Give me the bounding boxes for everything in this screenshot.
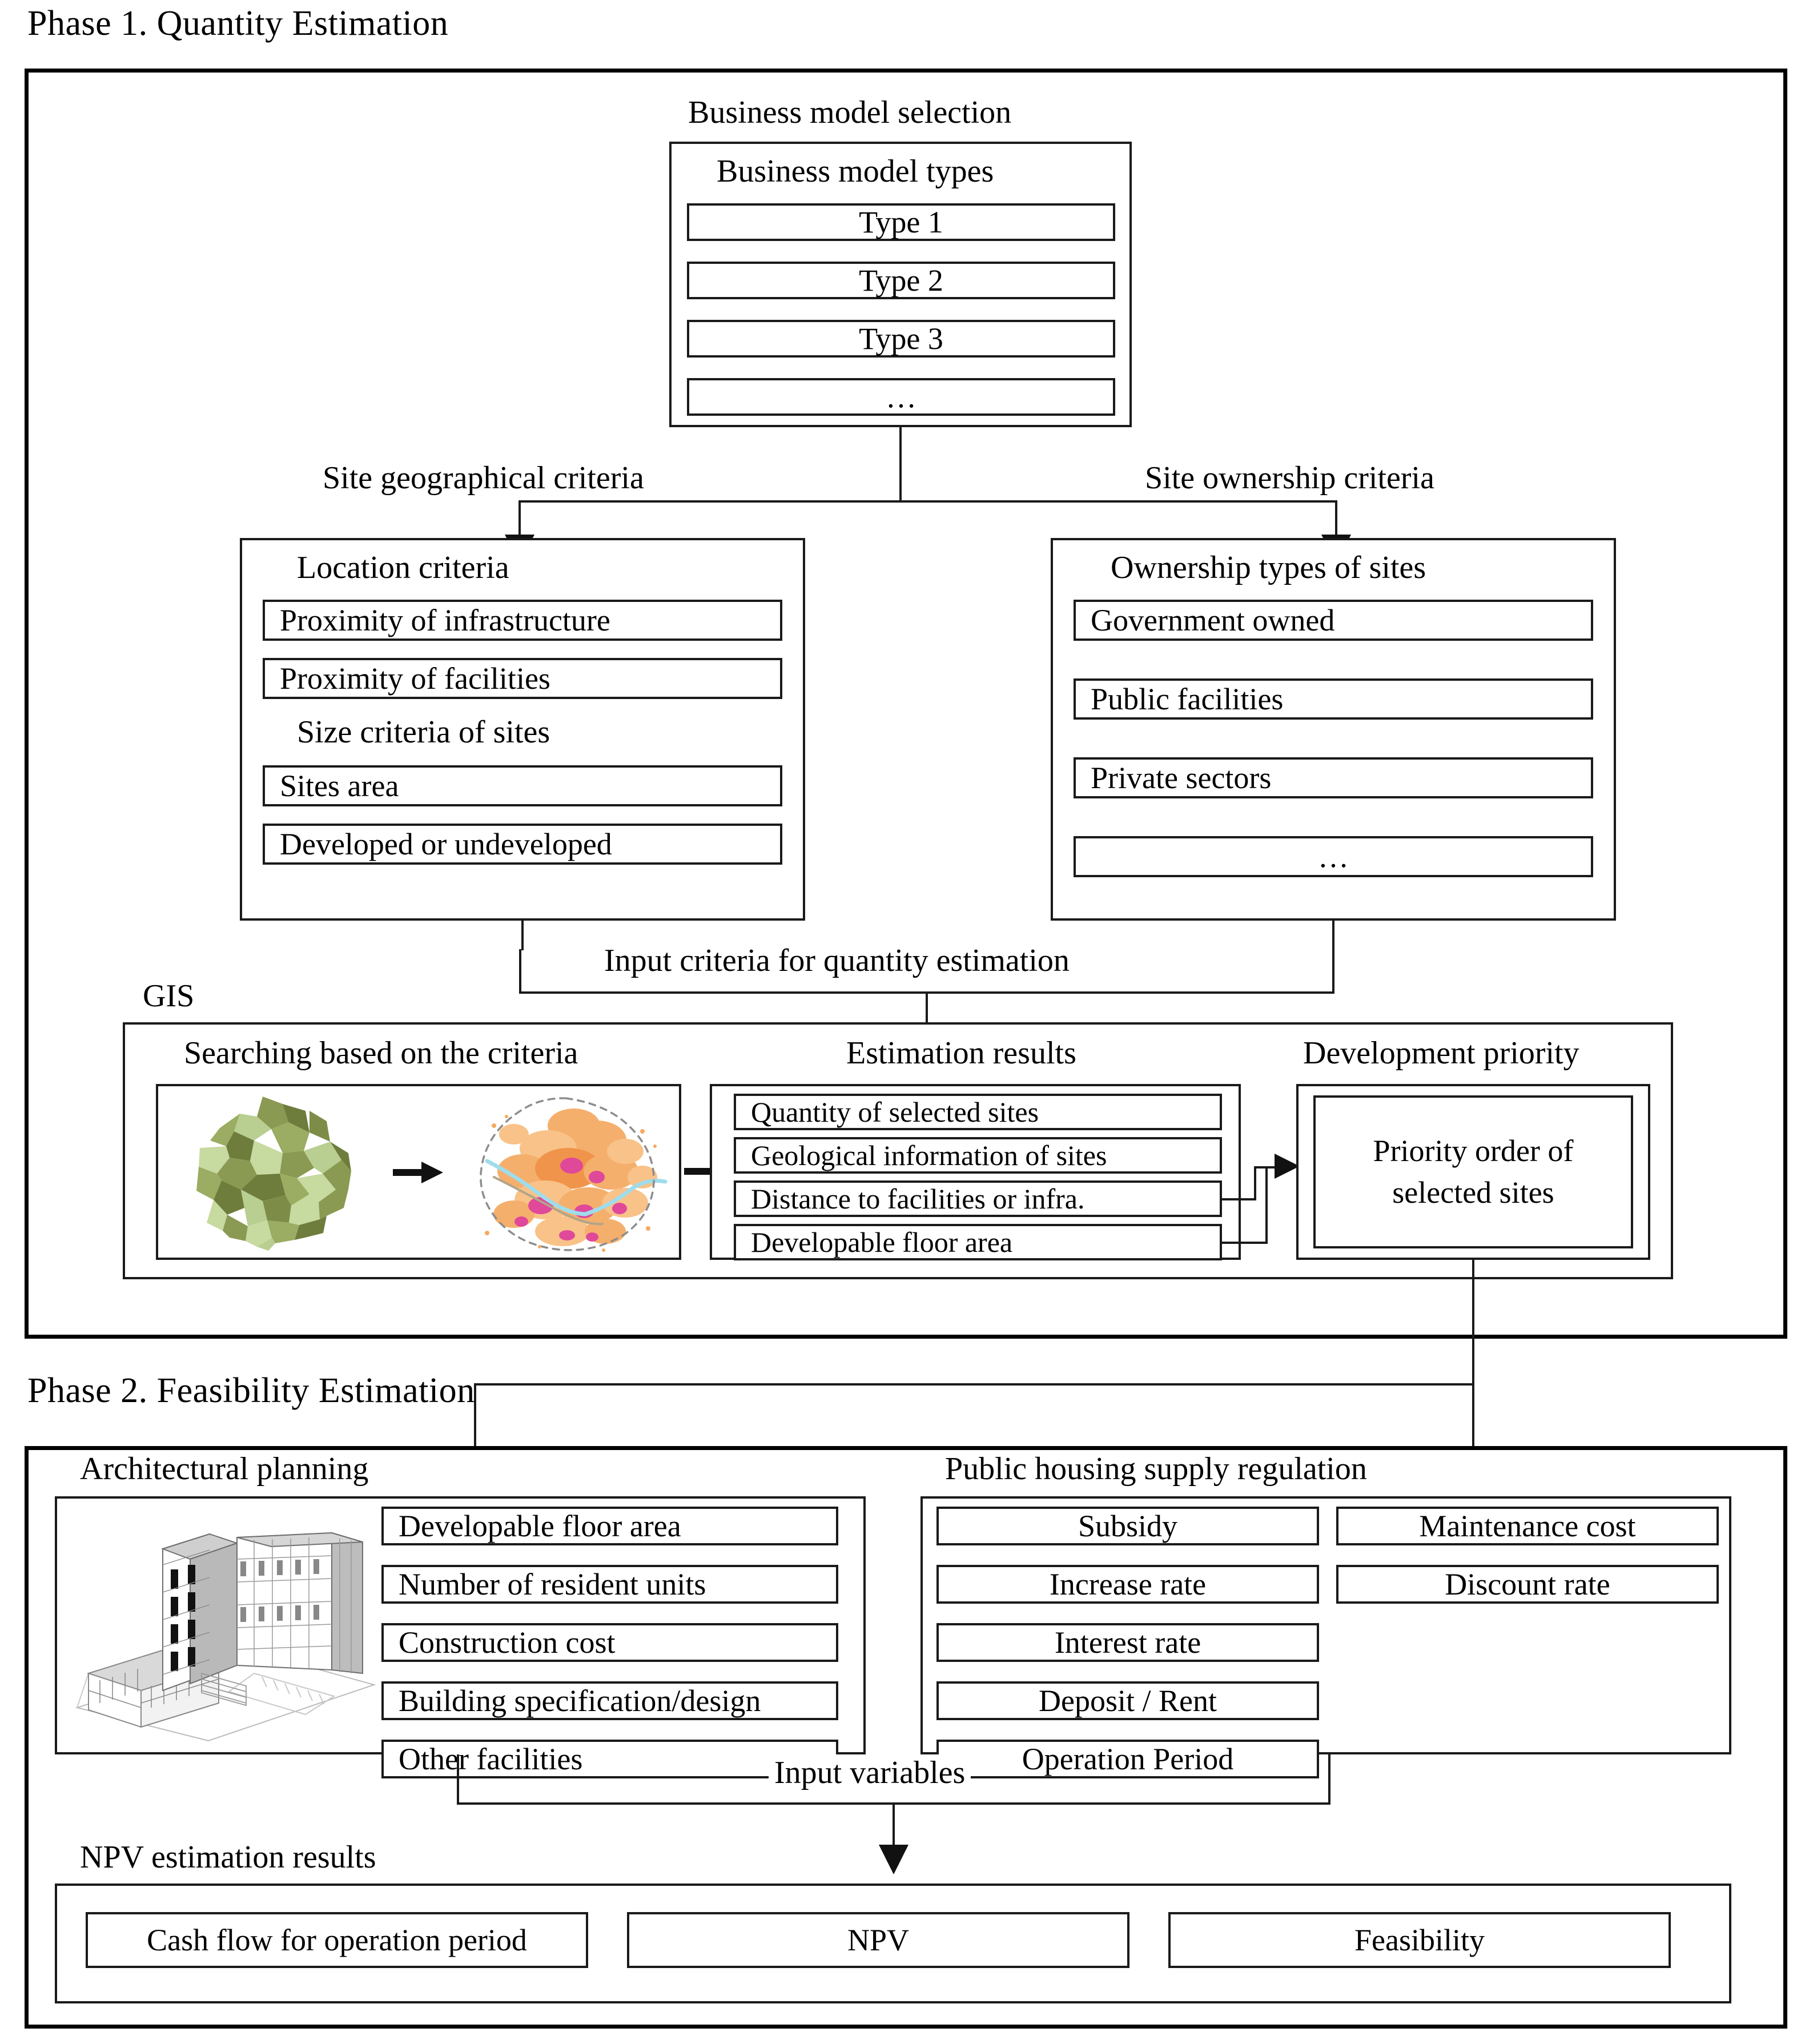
building-isometric-sketch: [66, 1502, 385, 1748]
regulation-item-discount-rate[interactable]: Discount rate: [1336, 1565, 1719, 1604]
priority-order-line1: Priority order of: [1373, 1134, 1574, 1168]
npv-results-caption: NPV estimation results: [80, 1840, 376, 1875]
npv-item-cash-flow[interactable]: Cash flow for operation period: [86, 1912, 588, 1968]
estimation-item-developable-floor-area[interactable]: Developable floor area: [734, 1224, 1222, 1260]
green-region-map: [171, 1091, 388, 1254]
architectural-planning-caption: Architectural planning: [80, 1451, 369, 1487]
ownership-item-more[interactable]: …: [1074, 836, 1593, 877]
site-ownership-criteria-label: Site ownership criteria: [1139, 460, 1440, 496]
estimation-to-priority-line: [1254, 1166, 1277, 1168]
estimation-bracket-line-a: [1222, 1198, 1256, 1200]
architectural-item-other-facilities[interactable]: Other facilities: [381, 1740, 838, 1778]
location-join-down: [521, 921, 524, 950]
site-geographical-criteria-label: Site geographical criteria: [317, 460, 650, 496]
architectural-item-construction-cost[interactable]: Construction cost: [381, 1623, 838, 1662]
estimation-bracket-vertical-a: [1254, 1166, 1256, 1199]
regulation-caption: Public housing supply regulation: [945, 1451, 1367, 1487]
size-item-sites-area[interactable]: Sites area: [263, 765, 782, 806]
npv-item-feasibility[interactable]: Feasibility: [1168, 1912, 1671, 1968]
npv-item-npv[interactable]: NPV: [627, 1912, 1129, 1968]
input-variables-label: Input variables: [769, 1754, 971, 1791]
heat-density-map: [451, 1090, 680, 1255]
input-variables-down-line: [893, 1805, 895, 1849]
branch-horizontal-line: [518, 500, 1337, 503]
branch-right-drop: [1335, 500, 1337, 536]
business-model-type-1[interactable]: Type 1: [687, 203, 1115, 241]
business-model-selection-caption: Business model selection: [688, 95, 1012, 130]
size-item-developed-or-undeveloped[interactable]: Developed or undeveloped: [263, 824, 782, 865]
estimation-item-geological[interactable]: Geological information of sites: [734, 1137, 1222, 1174]
estimation-bracket-line-b: [1222, 1242, 1268, 1244]
business-model-type-3[interactable]: Type 3: [687, 320, 1115, 358]
input-variables-arrow: [879, 1845, 908, 1874]
map-transform-arrow: [393, 1159, 444, 1186]
phase1-to-phase2-horizontal: [474, 1383, 1474, 1386]
estimation-item-distance[interactable]: Distance to facilities or infra.: [734, 1180, 1222, 1217]
ownership-types-title: Ownership types of sites: [1111, 550, 1426, 585]
regulation-item-maintenance-cost[interactable]: Maintenance cost: [1336, 1507, 1719, 1545]
regulation-item-subsidy[interactable]: Subsidy: [936, 1507, 1319, 1545]
business-model-down-line: [899, 427, 902, 501]
regulation-item-deposit-rent[interactable]: Deposit / Rent: [936, 1681, 1319, 1720]
development-priority-caption: Development priority: [1303, 1035, 1579, 1071]
location-item-proximity-infrastructure[interactable]: Proximity of infrastructure: [263, 600, 782, 641]
gis-label: GIS: [143, 978, 195, 1014]
priority-order-box[interactable]: [1313, 1095, 1633, 1248]
phase1-title: Phase 1. Quantity Estimation: [27, 4, 449, 43]
searching-caption: Searching based on the criteria: [184, 1035, 578, 1071]
architectural-item-building-specification-design[interactable]: Building specification/design: [381, 1681, 838, 1720]
estimation-results-caption: Estimation results: [846, 1035, 1076, 1071]
location-criteria-title: Location criteria: [297, 550, 509, 585]
estimation-bracket-vertical-b: [1265, 1166, 1268, 1243]
ownership-join-down: [1332, 921, 1334, 950]
location-item-proximity-facilities[interactable]: Proximity of facilities: [263, 658, 782, 699]
phase2-title: Phase 2. Feasibility Estimation: [27, 1371, 475, 1410]
architectural-item-number-of-resident-units[interactable]: Number of resident units: [381, 1565, 838, 1604]
ownership-item-private-sectors[interactable]: Private sectors: [1074, 757, 1593, 798]
branch-left-drop: [518, 500, 521, 536]
business-model-type-2[interactable]: Type 2: [687, 262, 1115, 299]
size-criteria-title: Size criteria of sites: [297, 714, 550, 750]
business-model-types-title: Business model types: [717, 154, 994, 189]
priority-order-line2: selected sites: [1392, 1175, 1554, 1210]
architectural-item-developable-floor-area[interactable]: Developable floor area: [381, 1507, 838, 1545]
ownership-item-government-owned[interactable]: Government owned: [1074, 600, 1593, 641]
regulation-item-operation-period[interactable]: Operation Period: [936, 1740, 1319, 1778]
regulation-item-increase-rate[interactable]: Increase rate: [936, 1565, 1319, 1604]
business-model-type-more[interactable]: …: [687, 378, 1115, 416]
estimation-item-quantity[interactable]: Quantity of selected sites: [734, 1094, 1222, 1130]
ownership-item-public-facilities[interactable]: Public facilities: [1074, 678, 1593, 720]
input-criteria-label: Input criteria for quantity estimation: [598, 942, 1075, 979]
regulation-item-interest-rate[interactable]: Interest rate: [936, 1623, 1319, 1662]
